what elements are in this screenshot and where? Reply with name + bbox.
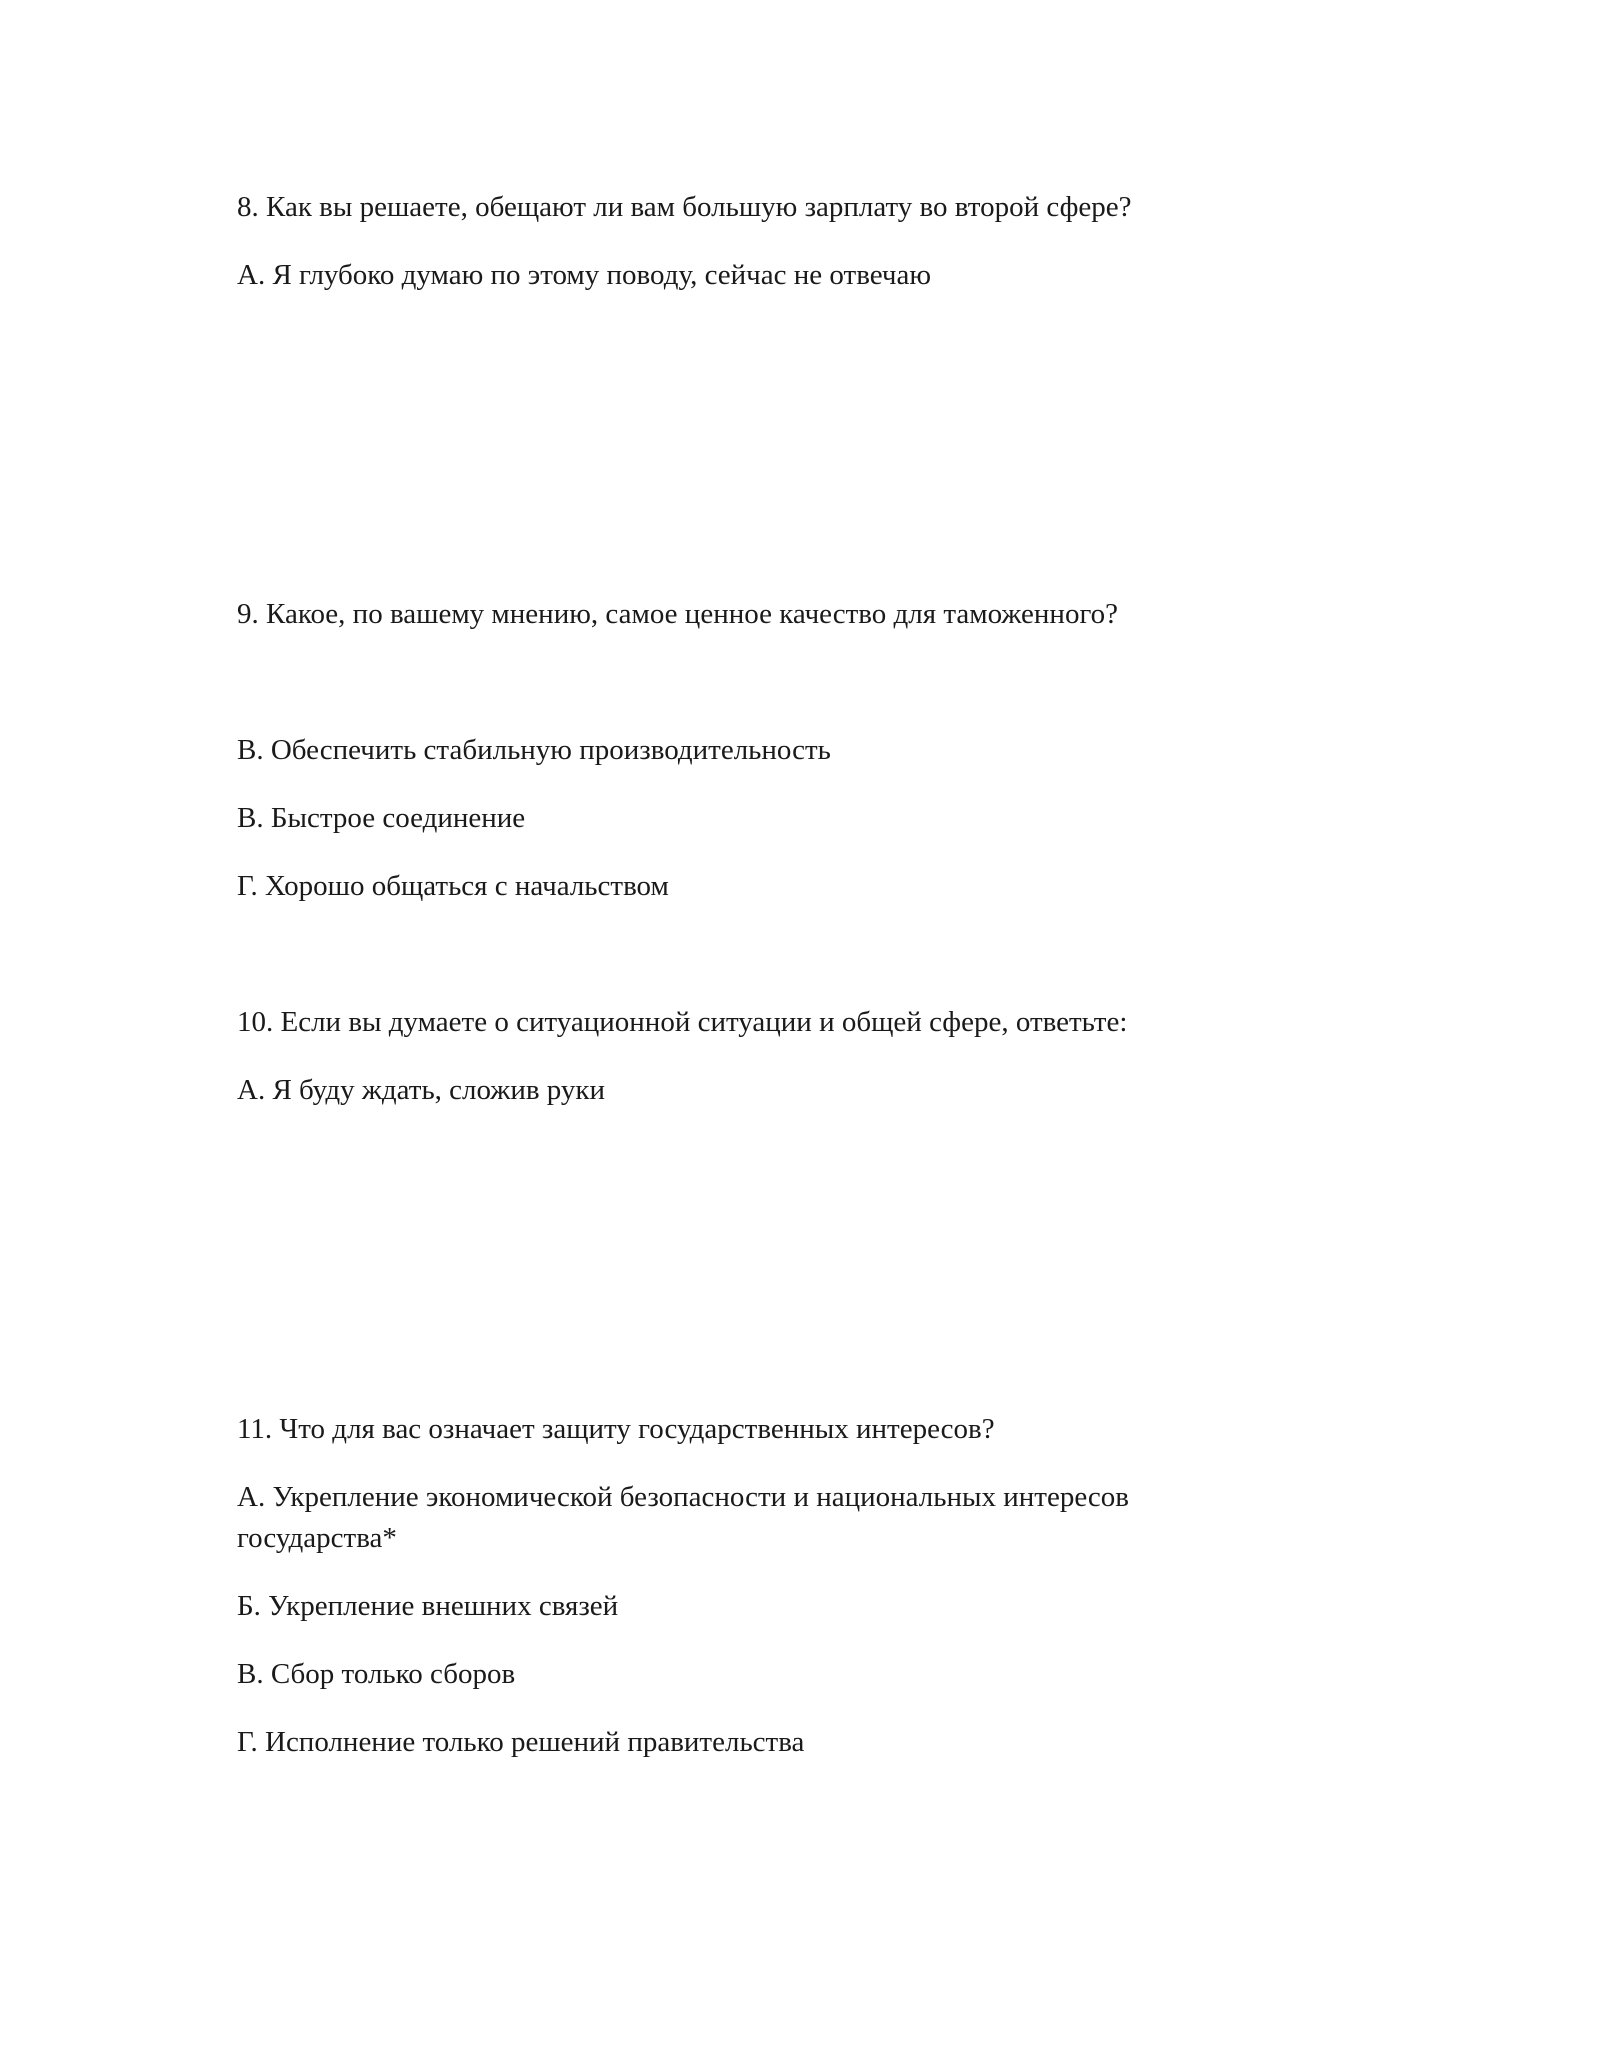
- question-10: 10. Если вы думаете о ситуационной ситуации и общей сфере, ответьте:: [237, 1006, 1128, 1038]
- question-11-option-b: Б. Укрепление внешних связей: [237, 1590, 619, 1622]
- question-11-option-a: А. Укрепление экономической безопасности и национальных интересов государства*: [237, 1481, 1129, 1554]
- question-9-option-v2: В. Быстрое соединение: [237, 802, 526, 834]
- question-8-option-a: А. Я глубоко думаю по этому поводу, сейчас не отвечаю: [237, 259, 931, 291]
- question-11-option-v: В. Сбор только сборов: [237, 1658, 516, 1690]
- question-9-option-g: Г. Хорошо общаться с начальством: [237, 870, 669, 902]
- question-9-option-v1: В. Обеспечить стабильную производительность: [237, 734, 831, 766]
- question-11-option-g: Г. Исполнение только решений правительства: [237, 1726, 805, 1758]
- question-11: 11. Что для вас означает защиту государственных интересов?: [237, 1413, 995, 1445]
- question-8: 8. Как вы решаете, обещают ли вам большую зарплату во второй сфере?: [237, 191, 1132, 223]
- question-9: 9. Какое, по вашему мнению, самое ценное качество для таможенного?: [237, 598, 1118, 630]
- question-10-option-a: А. Я буду ждать, сложив руки: [237, 1074, 606, 1106]
